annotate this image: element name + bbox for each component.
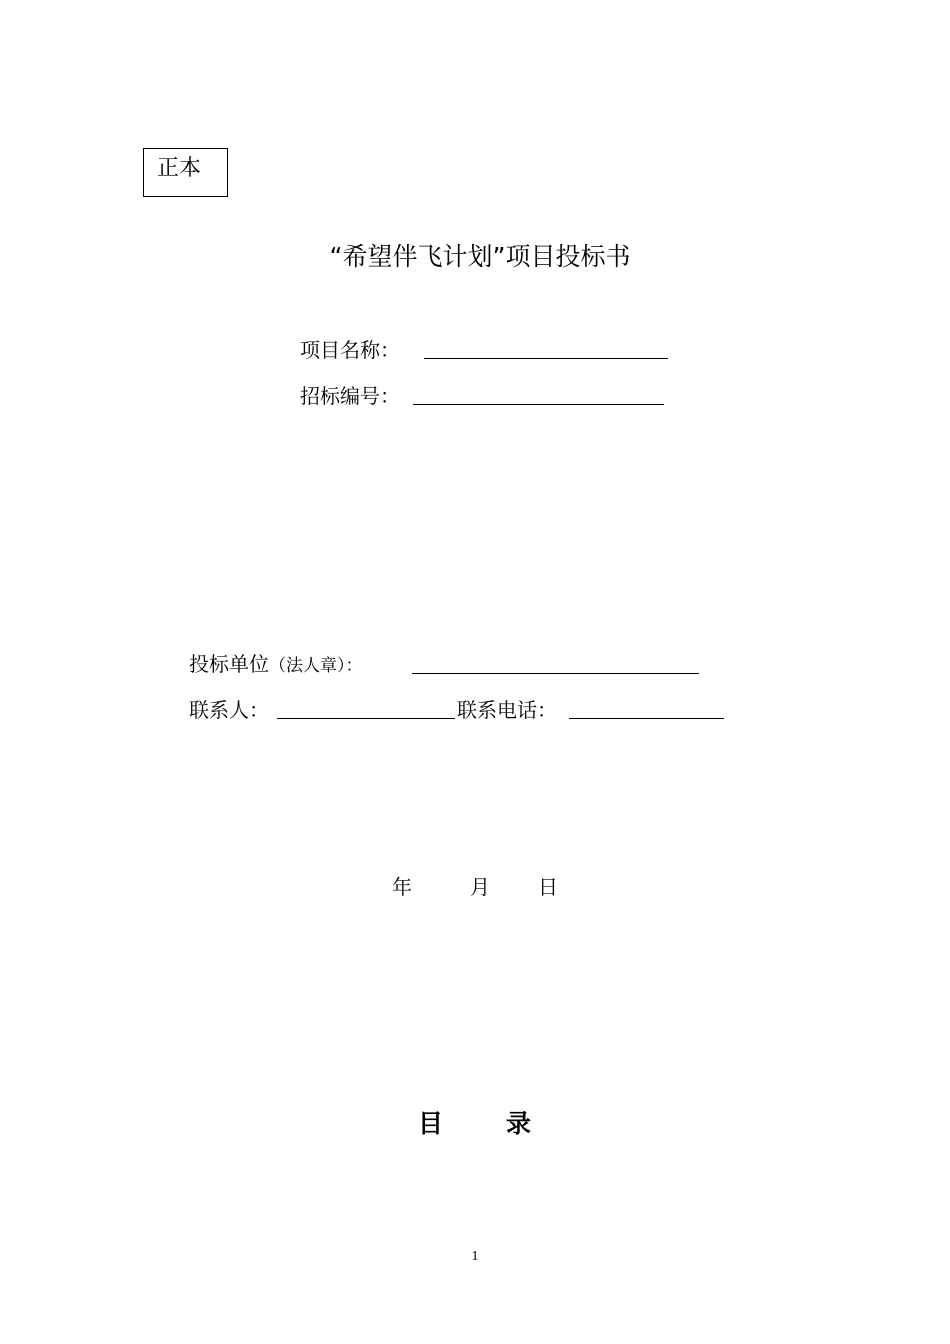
date-day: 日 — [538, 875, 558, 899]
document-title: “希望伴飞计划”项目投标书 — [329, 242, 631, 271]
bid-number-blank-line[interactable] — [413, 404, 664, 405]
contact-phone-blank-line[interactable] — [569, 718, 724, 719]
page-number: 1 — [471, 1249, 479, 1264]
project-name-blank-line[interactable] — [424, 358, 668, 359]
date-year: 年 — [392, 875, 412, 899]
date-month: 月 — [470, 875, 490, 899]
toc-heading-char-1: 目 — [418, 1109, 444, 1138]
contact-person-blank-line[interactable] — [277, 718, 455, 719]
contact-phone-label: 联系电话： — [457, 698, 557, 722]
bidder-unit-blank-line[interactable] — [412, 673, 699, 674]
contact-person-label: 联系人： — [189, 698, 269, 722]
project-name-label: 项目名称： — [300, 338, 400, 362]
bidder-unit-label-text: 投标单位 — [189, 652, 269, 676]
original-copy-stamp-box — [143, 148, 228, 197]
bid-number-label: 招标编号： — [300, 384, 400, 408]
original-copy-stamp-text: 正本 — [157, 156, 202, 181]
bidder-unit-label — [189, 650, 363, 680]
toc-heading-char-2: 录 — [506, 1109, 532, 1138]
bidder-seal-note: （法人章）： — [269, 656, 363, 676]
